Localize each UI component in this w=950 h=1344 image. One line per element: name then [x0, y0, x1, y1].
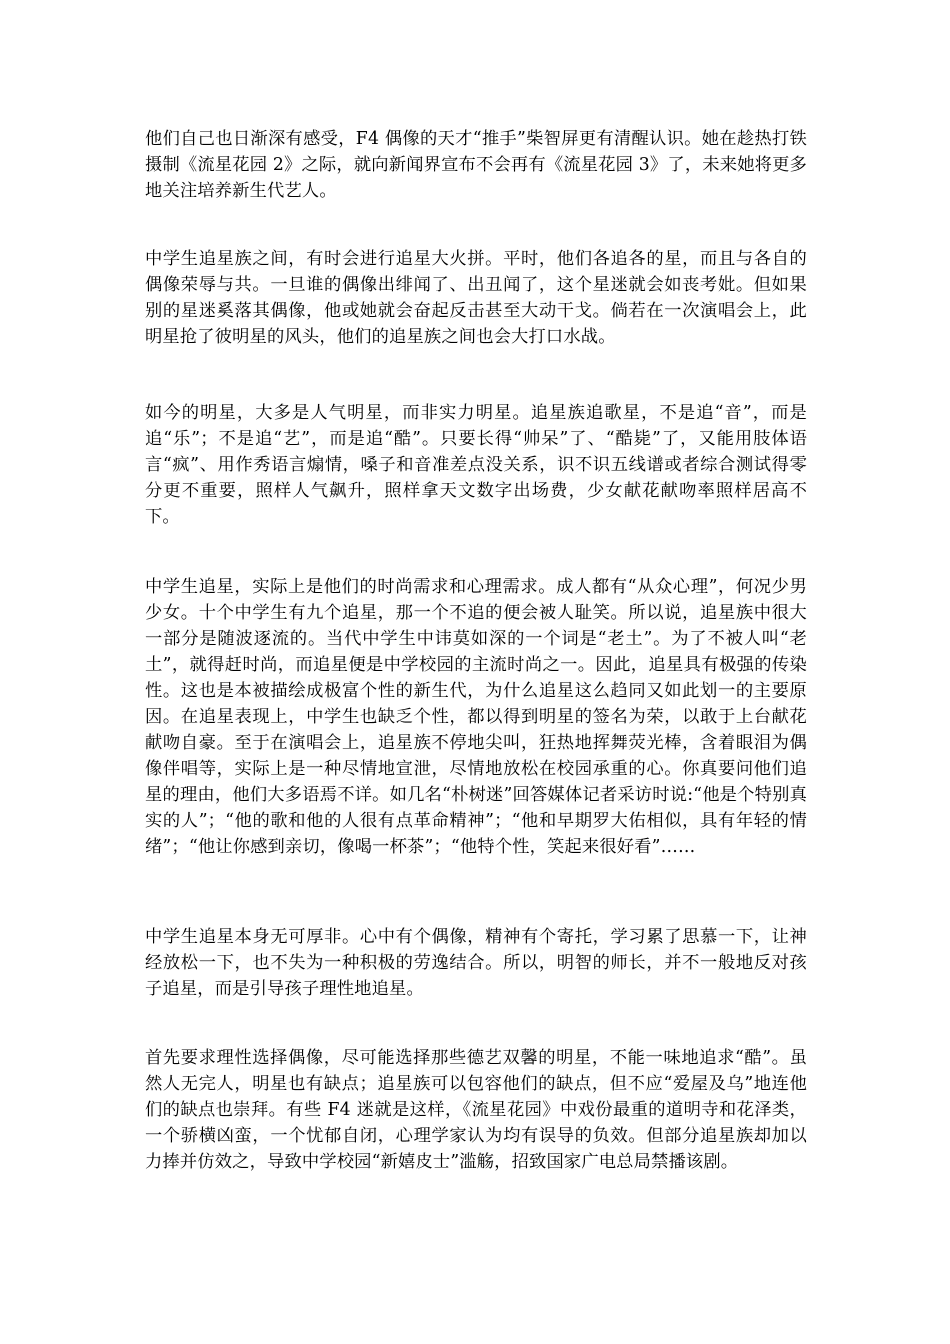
paragraph-6: 首先要求理性选择偶像，尽可能选择那些德艺双馨的明星，不能一味地追求“酷”。虽然人无完人，明星也有缺点；追星族可以包容他们的缺点，但不应“爱屋及乌”地连他们的缺点也崇拜。有些 F4 迷就是这样，《流星花园》中戏份最重的道明寺和花泽类，一个骄横凶蛮，一个忧郁自闭，心理学家认为均有误导的负效。但部分追星族却加以力捧并仿效之，导致中学校园“新嬉皮士”滥觞，招致国家广电总局禁播该剧。: [145, 1048, 807, 1172]
paragraph-2: 中学生追星族之间，有时会进行追星大火拼。平时，他们各追各的星，而且与各自的偶像荣辱与共。一旦谁的偶像出绯闻了、出丑闻了，这个星迷就会如丧考妣。但如果别的星迷奚落其偶像，他或她就会奋起反击甚至大动干戈。倘若在一次演唱会上，此明星抢了彼明星的风头，他们的追星族之间也会大打口水战。: [145, 249, 807, 347]
paragraph-5: 中学生追星本身无可厚非。心中有个偶像，精神有个寄托，学习累了思慕一下，让神经放松一下，也不失为一种积极的劳逸结合。所以，明智的师长，并不一般地反对孩子追星，而是引导孩子理性地追星。: [145, 927, 807, 999]
paragraph-1: 他们自己也日渐深有感受，F4 偶像的天才“推手”柴智屏更有清醒认识。她在趁热打铁摄制《流星花园 2》之际，就向新闻界宣布不会再有《流星花园 3》了，未来她将更多地关注培养新生代艺人。: [145, 129, 807, 201]
paragraph-3: 如今的明星，大多是人气明星，而非实力明星。追星族追歌星，不是追“音”，而是追“乐”；不是追“艺”，而是追“酷”。只要长得“帅呆”了、“酷毙”了，又能用肢体语言“疯”、用作秀语言煽情，嗓子和音准差点没关系，识不识五线谱或者综合测试得零分更不重要，照样人气飙升，照样拿天文数字出场费，少女献花献吻率照样居高不下。: [145, 403, 807, 527]
paragraph-4: 中学生追星，实际上是他们的时尚需求和心理需求。成人都有“从众心理”，何况少男少女。十个中学生有九个追星，那一个不追的便会被人耻笑。所以说，追星族中很大一部分是随波逐流的。当代中学生中讳莫如深的一个词是“老土”。为了不被人叫“老土”，就得赶时尚，而追星便是中学校园的主流时尚之一。因此，追星具有极强的传染性。这也是本被描绘成极富个性的新生代，为什么追星这么趋同又如此划一的主要原因。在追星表现上，中学生也缺乏个性，都以得到明星的签名为荣，以敢于上台献花献吻自豪。至于在演唱会上，追星族不停地尖叫，狂热地挥舞荧光棒，含着眼泪为偶像伴唱等，实际上是一种尽情地宣泄，尽情地放松在校园承重的心。你真要问他们追星的理由，他们大多语焉不详。如几名“朴树迷”回答媒体记者采访时说:“他是个特别真实的人”；“他的歌和他的人很有点革命精神”；“他和早期罗大佑相似，具有年轻的情绪”；“他让你感到亲切，像喝一杯茶”；“他特个性，笑起来很好看”……: [145, 577, 807, 857]
